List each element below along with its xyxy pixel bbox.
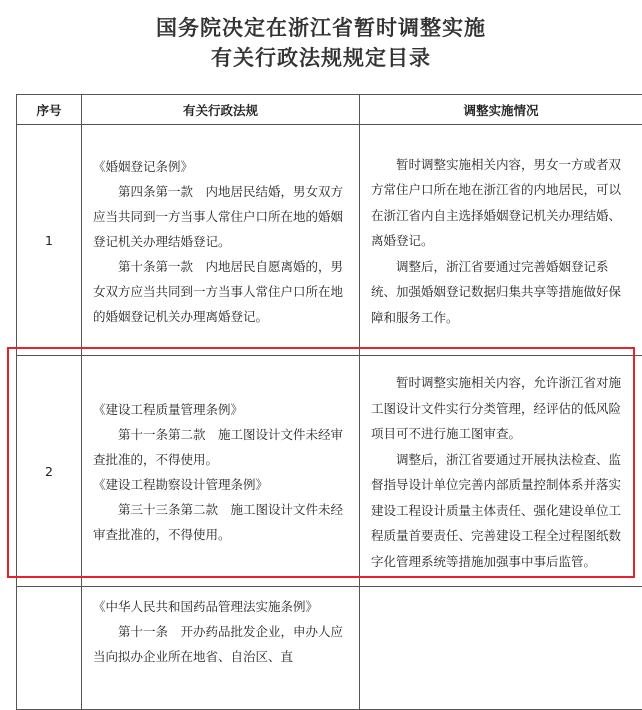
regulation-cell (82, 587, 360, 710)
regulation-cell (82, 125, 360, 356)
regulation-name: 《中华人民共和国药品管理法实施条例》 (93, 594, 348, 619)
row-number: 1 (17, 125, 82, 356)
adjustment-text: 暂时调整实施相关内容，允许浙江省对施工图设计文件实行分类管理，经评估的低风险项目可不进行施工图审查。 (371, 370, 631, 447)
table-row (17, 356, 642, 587)
document-title-line1: 国务院决定在浙江省暂时调整实施 (0, 12, 642, 42)
document-title-line2: 有关行政法规规定目录 (0, 42, 642, 72)
table-header-row (17, 95, 642, 125)
adjustment-text: 暂时调整实施相关内容，男女一方或者双方常住户口所在地在浙江省的内地居民，可以在浙江省内自主选择婚姻登记机关办理结婚、离婚登记。 (371, 152, 631, 254)
adjustment-cell (360, 356, 642, 587)
adjustment-text: 调整后，浙江省要通过开展执法检查、监督指导设计单位完善内部质量控制体系并落实建设工程设计质量主体责任、强化建设单位工程质量首要责任、完善建设工程全过程图纸数字化管理系统等措施加强事中事后监管。 (371, 447, 631, 575)
regulation-name: 《建设工程勘察设计管理条例》 (93, 472, 348, 497)
header-regulation: 有关行政法规 (82, 95, 360, 125)
row-number: 2 (17, 356, 82, 587)
regulation-clause: 第十一条第二款 施工图设计文件未经审查批准的，不得使用。 (93, 422, 348, 472)
row-number (17, 587, 82, 710)
adjustment-text: 调整后，浙江省要通过完善婚姻登记系统、加强婚姻登记数据归集共享等措施做好保障和服务工作。 (371, 254, 631, 331)
regulation-name: 《建设工程质量管理条例》 (93, 397, 348, 422)
regulation-clause: 第十条第一款 内地居民自愿离婚的，男女双方应当共同到一方当事人常住户口所在地的婚姻登记机关办理离婚登记。 (93, 254, 348, 329)
regulation-table (16, 94, 642, 710)
regulation-clause: 第四条第一款 内地居民结婚，男女双方应当共同到一方当事人常住户口所在地的婚姻登记机关办理结婚登记。 (93, 179, 348, 254)
header-number: 序号 (17, 95, 82, 125)
table-row (17, 125, 642, 356)
regulation-clause: 第三十三条第二款 施工图设计文件未经审查批准的，不得使用。 (93, 497, 348, 547)
table-row (17, 587, 642, 710)
header-adjustment: 调整实施情况 (360, 95, 642, 125)
adjustment-cell (360, 125, 642, 356)
regulation-name: 《婚姻登记条例》 (93, 154, 348, 179)
regulation-cell (82, 356, 360, 587)
regulation-clause: 第十一条 开办药品批发企业，申办人应当向拟办企业所在地省、自治区、直 (93, 619, 348, 669)
adjustment-cell (360, 587, 642, 710)
